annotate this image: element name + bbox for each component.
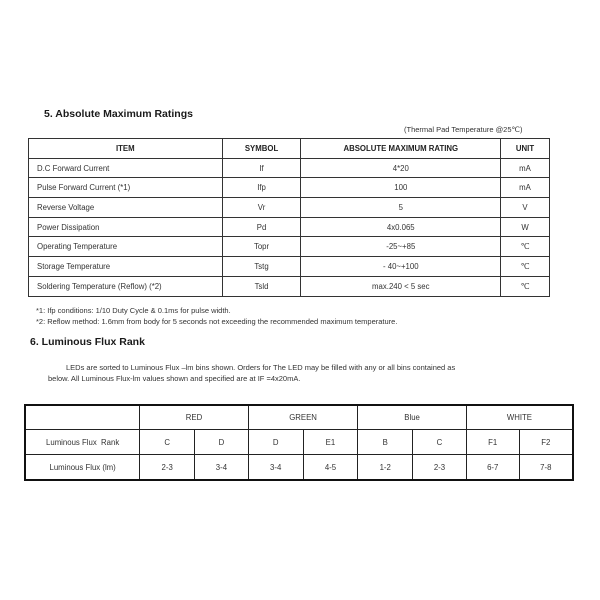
flux-cell: 2-3 bbox=[413, 455, 467, 481]
luminous-flux-rank-table bbox=[24, 404, 574, 481]
flux-cell: 7-8 bbox=[519, 455, 573, 481]
table-row bbox=[29, 217, 550, 237]
rank-cell: B bbox=[358, 430, 413, 455]
symbol-cell: Ifp bbox=[222, 178, 301, 198]
flux-cell: 1-2 bbox=[358, 455, 413, 481]
item-cell: Reverse Voltage bbox=[29, 198, 223, 218]
rank-cell: D bbox=[195, 430, 249, 455]
symbol-cell: Topr bbox=[222, 237, 301, 257]
unit-cell: V bbox=[501, 198, 550, 218]
item-cell: Storage Temperature bbox=[29, 257, 223, 277]
flux-label: Luminous Flux (lm) bbox=[25, 455, 140, 481]
header-symbol: SYMBOL bbox=[222, 139, 301, 159]
symbol-cell: Pd bbox=[222, 217, 301, 237]
rating-cell: 4x0.065 bbox=[301, 217, 501, 237]
table-row bbox=[29, 198, 550, 218]
header-unit: UNIT bbox=[501, 139, 550, 159]
unit-cell: ℃ bbox=[501, 237, 550, 257]
table-row bbox=[29, 276, 550, 296]
unit-cell: ℃ bbox=[501, 257, 550, 277]
thermal-pad-condition: (Thermal Pad Temperature @25℃) bbox=[404, 125, 523, 134]
unit-cell: ℃ bbox=[501, 276, 550, 296]
item-cell: Operating Temperature bbox=[29, 237, 223, 257]
color-group-row bbox=[25, 405, 573, 430]
group-green: GREEN bbox=[248, 405, 358, 430]
empty-corner-cell bbox=[25, 405, 140, 430]
unit-cell: mA bbox=[501, 158, 550, 178]
rank-row bbox=[25, 430, 573, 455]
symbol-cell: If bbox=[222, 158, 301, 178]
section-5-title: 5. Absolute Maximum Ratings bbox=[44, 108, 193, 120]
item-cell: Power Dissipation bbox=[29, 217, 223, 237]
unit-cell: mA bbox=[501, 178, 550, 198]
rating-cell: 100 bbox=[301, 178, 501, 198]
absolute-maximum-ratings-table bbox=[28, 138, 550, 297]
rank-cell: C bbox=[413, 430, 467, 455]
rank-label: Luminous Flux Rank bbox=[25, 430, 140, 455]
rank-cell: F2 bbox=[519, 430, 573, 455]
table-row bbox=[29, 257, 550, 277]
rating-cell: max.240 < 5 sec bbox=[301, 276, 501, 296]
rating-cell: - 40~+100 bbox=[301, 257, 501, 277]
footnote-1: *1: Ifp conditions: 1/10 Duty Cycle & 0.1ms for pulse width. bbox=[36, 306, 231, 315]
symbol-cell: Tsld bbox=[222, 276, 301, 296]
unit-cell: W bbox=[501, 217, 550, 237]
rank-cell: D bbox=[248, 430, 303, 455]
section-6-title: 6. Luminous Flux Rank bbox=[30, 336, 145, 348]
table-row bbox=[29, 237, 550, 257]
table-header-row bbox=[29, 139, 550, 159]
flux-row bbox=[25, 455, 573, 481]
flux-cell: 2-3 bbox=[140, 455, 195, 481]
group-blue: Blue bbox=[358, 405, 467, 430]
flux-cell: 3-4 bbox=[195, 455, 249, 481]
item-cell: Soldering Temperature (Reflow) (*2) bbox=[29, 276, 223, 296]
group-white: WHITE bbox=[466, 405, 573, 430]
symbol-cell: Vr bbox=[222, 198, 301, 218]
header-rating: ABSOLUTE MAXIMUM RATING bbox=[301, 139, 501, 159]
flux-description-line-1: LEDs are sorted to Luminous Flux –lm bins shown. Orders for The LED may be filled with any or all bins contained as bbox=[66, 363, 456, 372]
rating-cell: -25~+85 bbox=[301, 237, 501, 257]
rating-cell: 4*20 bbox=[301, 158, 501, 178]
table-row bbox=[29, 158, 550, 178]
item-cell: Pulse Forward Current (*1) bbox=[29, 178, 223, 198]
flux-cell: 3-4 bbox=[248, 455, 303, 481]
group-red: RED bbox=[140, 405, 249, 430]
rank-cell: C bbox=[140, 430, 195, 455]
rank-cell: E1 bbox=[303, 430, 358, 455]
rank-cell: F1 bbox=[466, 430, 519, 455]
flux-cell: 6-7 bbox=[466, 455, 519, 481]
table-row bbox=[29, 178, 550, 198]
item-cell: D.C Forward Current bbox=[29, 158, 223, 178]
flux-description-line-2: below. All Luminous Flux-lm values shown and specified are at IF =4x20mA. bbox=[48, 374, 301, 383]
footnote-2: *2: Reflow method: 1.6mm from body for 5 seconds not exceeding the recommended maximum temperature. bbox=[36, 317, 398, 326]
header-item: ITEM bbox=[29, 139, 223, 159]
rating-cell: 5 bbox=[301, 198, 501, 218]
flux-cell: 4-5 bbox=[303, 455, 358, 481]
symbol-cell: Tstg bbox=[222, 257, 301, 277]
